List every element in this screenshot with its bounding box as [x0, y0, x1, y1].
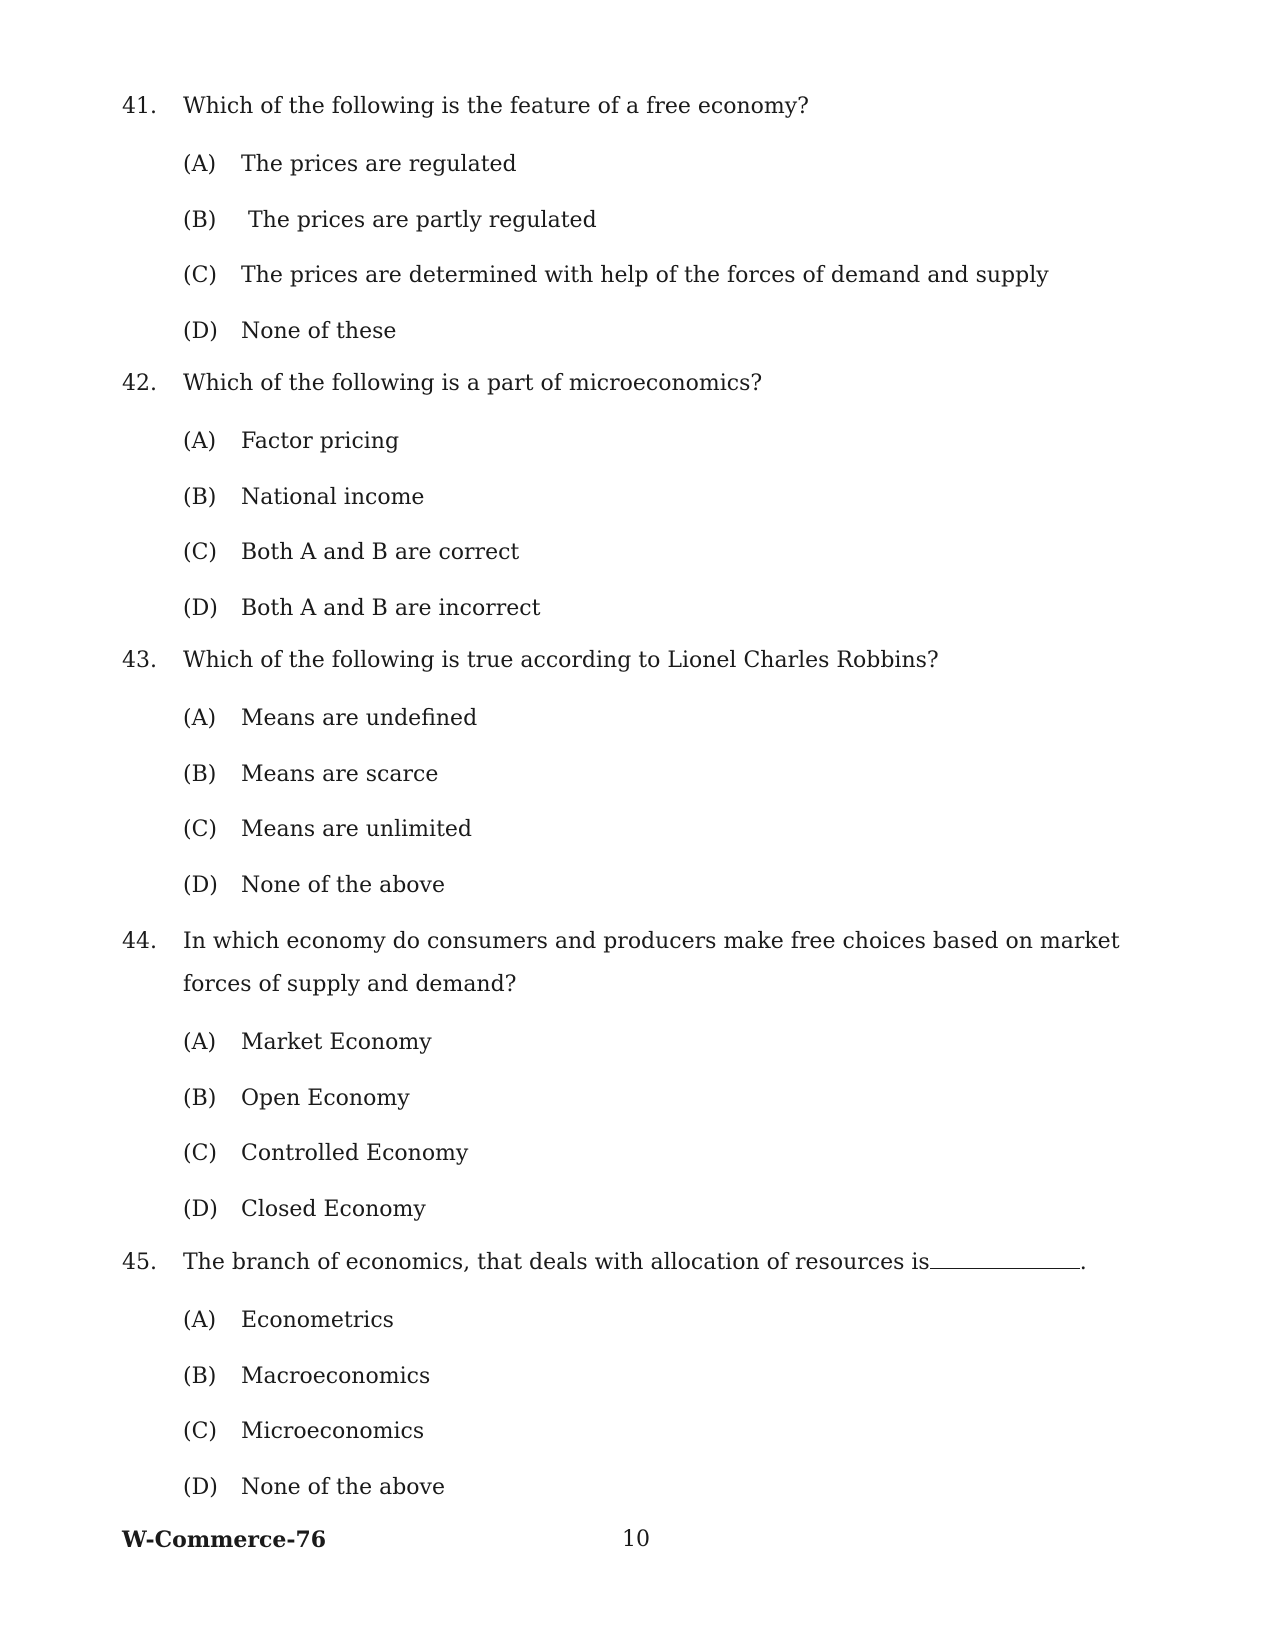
option-text: Microeconomics [241, 1419, 425, 1445]
option-text: The prices are regulated [241, 152, 517, 178]
question-text: Which of the following is the feature of a free economy? [183, 94, 809, 119]
answer-blank [930, 1248, 1080, 1269]
option-c [183, 1404, 1162, 1460]
option-label: (C) [183, 1141, 217, 1167]
question-text: Which of the following is true according to Lionel Charles Robbins? [183, 648, 939, 673]
option-b [183, 747, 1162, 803]
question-text-main: The branch of economics, that deals with allocation of resources is [183, 1250, 930, 1275]
option-text: Closed Economy [241, 1196, 426, 1222]
option-text: Macroeconomics [241, 1363, 431, 1389]
option-label: (C) [183, 817, 217, 843]
option-label: (A) [183, 1308, 217, 1334]
option-b [183, 470, 1162, 526]
question-number: 45. [122, 1250, 157, 1275]
question-text: Which of the following is a part of microeconomics? [183, 371, 763, 396]
question-text-suffix: . [1079, 1250, 1087, 1275]
option-d [183, 858, 1162, 914]
question-44 [122, 920, 1162, 1237]
option-text: The prices are partly regulated [241, 207, 597, 233]
option-b [183, 1071, 1162, 1127]
option-label: (B) [183, 1085, 217, 1111]
option-c [183, 802, 1162, 858]
option-text: Market Economy [241, 1030, 432, 1056]
option-c [183, 1126, 1162, 1182]
option-label: (D) [183, 1474, 218, 1500]
option-a [183, 1015, 1162, 1071]
option-text: Means are undefined [241, 706, 478, 732]
option-label: (C) [183, 263, 217, 289]
option-label: (B) [183, 761, 217, 787]
option-text: Controlled Economy [241, 1141, 469, 1167]
option-text: None of these [241, 318, 397, 344]
question-45 [122, 1241, 1162, 1515]
question-stem [122, 920, 1162, 1006]
option-text: Open Economy [241, 1085, 410, 1111]
option-label: (D) [183, 872, 218, 898]
option-label: (B) [183, 207, 217, 233]
option-text: Econometrics [241, 1308, 394, 1334]
option-c [183, 248, 1162, 304]
question-text [183, 1241, 1162, 1284]
option-label: (A) [183, 706, 217, 732]
option-label: (A) [183, 152, 217, 178]
option-text: Factor pricing [241, 429, 400, 455]
question-42 [122, 362, 1162, 636]
option-label: (D) [183, 1196, 218, 1222]
option-label: (C) [183, 1419, 217, 1445]
question-number: 41. [122, 94, 157, 119]
option-text: Means are unlimited [241, 817, 473, 843]
option-a [183, 137, 1162, 193]
question-stem [122, 85, 1162, 128]
option-label: (D) [183, 318, 218, 344]
option-label: (C) [183, 540, 217, 566]
option-b [183, 193, 1162, 249]
question-number: 43. [122, 648, 157, 673]
question-stem [122, 1241, 1162, 1284]
option-label: (A) [183, 429, 217, 455]
question-41 [122, 85, 1162, 359]
option-d [183, 1182, 1162, 1238]
question-text: In which economy do consumers and producers make free choices based on market forces of supply and demand? [183, 929, 1120, 997]
question-43 [122, 639, 1162, 913]
question-stem [122, 362, 1162, 405]
option-label: (B) [183, 484, 217, 510]
paper-code: W-Commerce-76 [122, 1527, 327, 1553]
option-b [183, 1349, 1162, 1405]
option-c [183, 525, 1162, 581]
option-text: None of the above [241, 872, 445, 898]
option-text: National income [241, 484, 425, 510]
option-a [183, 691, 1162, 747]
option-text: None of the above [241, 1474, 445, 1500]
option-label: (D) [183, 595, 218, 621]
option-d [183, 581, 1162, 637]
option-a [183, 1293, 1162, 1349]
option-text: Means are scarce [241, 761, 439, 787]
question-stem [122, 639, 1162, 682]
question-number: 42. [122, 371, 157, 396]
option-label: (B) [183, 1363, 217, 1389]
option-text: Both A and B are incorrect [241, 595, 541, 621]
option-a [183, 414, 1162, 470]
page-number: 10 [622, 1527, 650, 1552]
question-number: 44. [122, 929, 157, 954]
option-text: Both A and B are correct [241, 540, 520, 566]
option-d [183, 1460, 1162, 1516]
option-label: (A) [183, 1030, 217, 1056]
option-d [183, 304, 1162, 360]
option-text: The prices are determined with help of the forces of demand and supply [241, 263, 1049, 289]
